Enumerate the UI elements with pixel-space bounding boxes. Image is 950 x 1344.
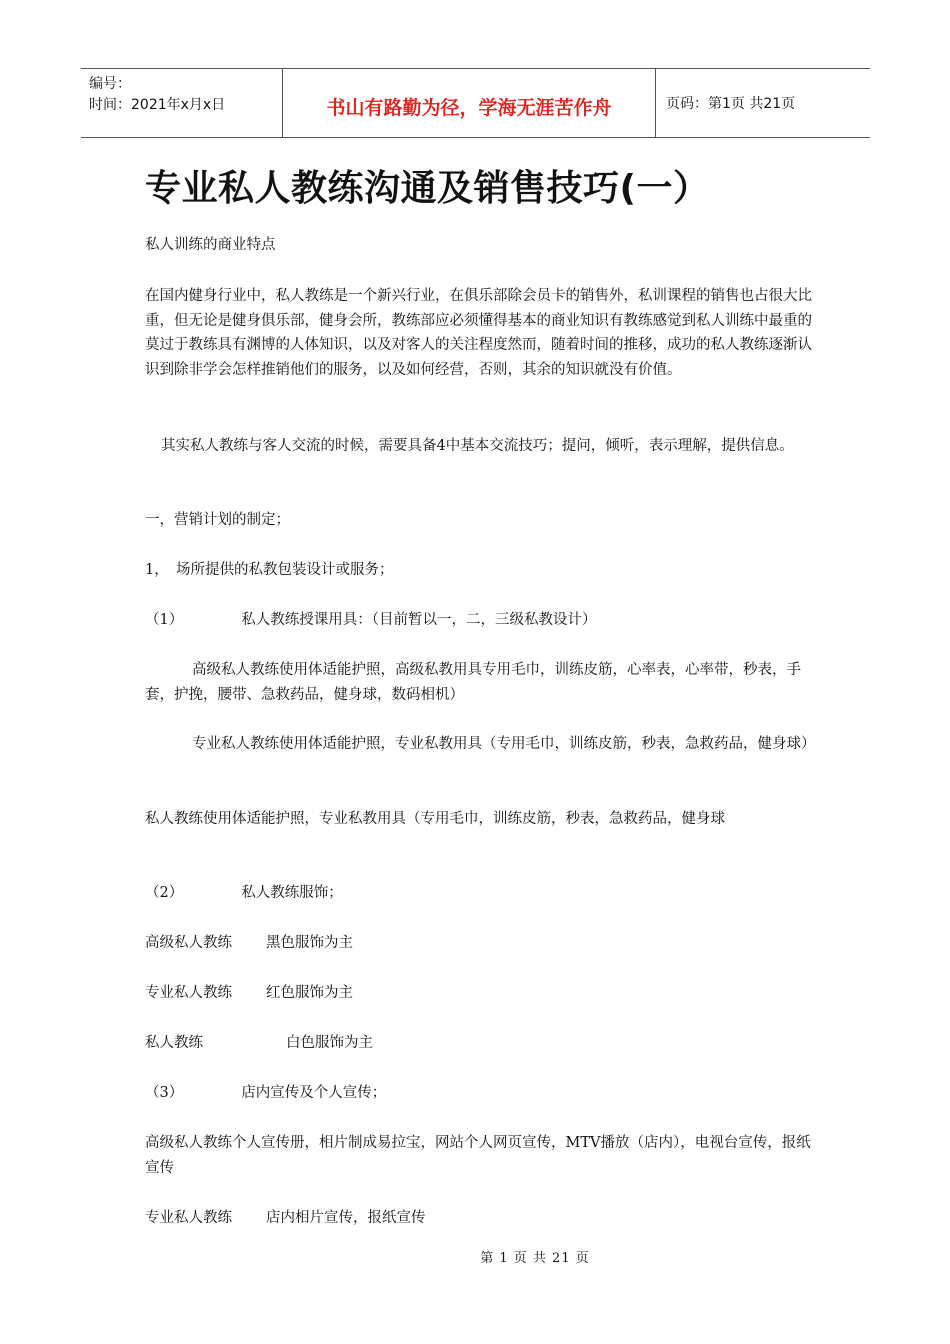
sub2-number: （2） xyxy=(145,885,184,901)
tools-senior xyxy=(145,658,825,707)
attire-basic-label: 私人教练 xyxy=(145,1035,203,1051)
attire-senior-label: 高级私人教练 xyxy=(145,935,232,951)
item1-heading: 1， 场所提供的私教包装设计或服务； xyxy=(145,562,394,578)
tools-senior-label: 高级私人教练 xyxy=(192,662,279,678)
document-title: 专业私人教练沟通及销售技巧(一） xyxy=(145,168,710,209)
sub2-heading xyxy=(145,881,343,906)
header-motto: 书山有路勤为径，学海无涯苦作舟 xyxy=(282,69,656,137)
tools-pro xyxy=(145,732,825,757)
tools-senior-text: 使用体适能护照，高级私教用具专用毛巾，训练皮筋，心率表，心率带，秒表，手套，护挽，腰带、急救药品，健身球，数码相机） xyxy=(145,662,801,703)
sub3-number: （3） xyxy=(145,1085,184,1101)
section-heading: 私人训练的商业特点 xyxy=(145,237,276,253)
tools-pro-label: 专业私人教练 xyxy=(192,736,279,752)
skills-text: 其实私人教练与客人交流的时候，需要具备4中基本交流技巧；提问，倾听，表示理解，提供信息。 xyxy=(161,438,794,454)
promo-senior-label: 高级私人教练 xyxy=(145,1135,232,1151)
plan-heading: 一，营销计划的制定； xyxy=(145,512,290,528)
promo-pro-text: 店内相片宣传，报纸宣传 xyxy=(266,1210,426,1226)
tools-basic-label: 私人教练 xyxy=(145,811,203,827)
attire-basic xyxy=(145,1031,373,1056)
sub1-heading xyxy=(145,608,596,633)
attire-pro-label: 专业私人教练 xyxy=(145,985,232,1001)
attire-pro xyxy=(145,981,353,1006)
promo-pro-label: 专业私人教练 xyxy=(145,1210,232,1226)
sub3-text: 店内宣传及个人宣传； xyxy=(241,1085,387,1101)
tools-basic xyxy=(145,807,825,832)
header-page-number: 页码：第1页 共21页 xyxy=(666,96,796,112)
attire-pro-text: 红色服饰为主 xyxy=(266,985,353,1001)
skills-paragraph xyxy=(145,434,829,459)
attire-basic-text: 白色服饰为主 xyxy=(286,1035,373,1051)
document-header xyxy=(81,68,870,138)
header-number: 编号： xyxy=(89,76,131,92)
header-time: 时间：2021年x月x日 xyxy=(89,97,226,113)
attire-senior-text: 黑色服饰为主 xyxy=(266,935,353,951)
tools-basic-text: 使用体适能护照，专业私教用具（专用毛巾，训练皮筋，秒表，急救药品，健身球 xyxy=(203,811,725,827)
header-info-cell xyxy=(81,69,282,137)
promo-senior xyxy=(145,1131,825,1180)
promo-senior-text: 个人宣传册，相片制成易拉宝，网站个人网页宣传，MTV播放（店内），电视台宣传，报纸宣传 xyxy=(145,1135,811,1176)
page-footer: 第 1 页 共 21 页 xyxy=(480,1251,590,1266)
sub3-heading xyxy=(145,1081,386,1106)
attire-senior xyxy=(145,931,353,956)
tools-pro-text: 使用体适能护照，专业私教用具（专用毛巾，训练皮筋，秒表，急救药品，健身球） xyxy=(279,736,816,752)
sub1-number: （1） xyxy=(145,612,184,628)
promo-pro xyxy=(145,1206,426,1231)
intro-paragraph: 在国内健身行业中，私人教练是一个新兴行业，在俱乐部除会员卡的销售外，私训课程的销售也占很大比重，但无论是健身俱乐部，健身会所，教练部应必须懂得基本的商业知识有教练感觉到私人训练中最重的莫过于教练具有渊博的人体知识，以及对客人的关注程度然而，随着时间的推移，成功的私人教练逐渐认识到除非学会怎样推销他们的服务，以及如何经营，否则，其余的知识就没有价值。 xyxy=(145,288,812,378)
sub1-text: 私人教练授课用具：（目前暂以一，二，三级私教设计） xyxy=(241,612,597,628)
sub2-text: 私人教练服饰； xyxy=(241,885,343,901)
